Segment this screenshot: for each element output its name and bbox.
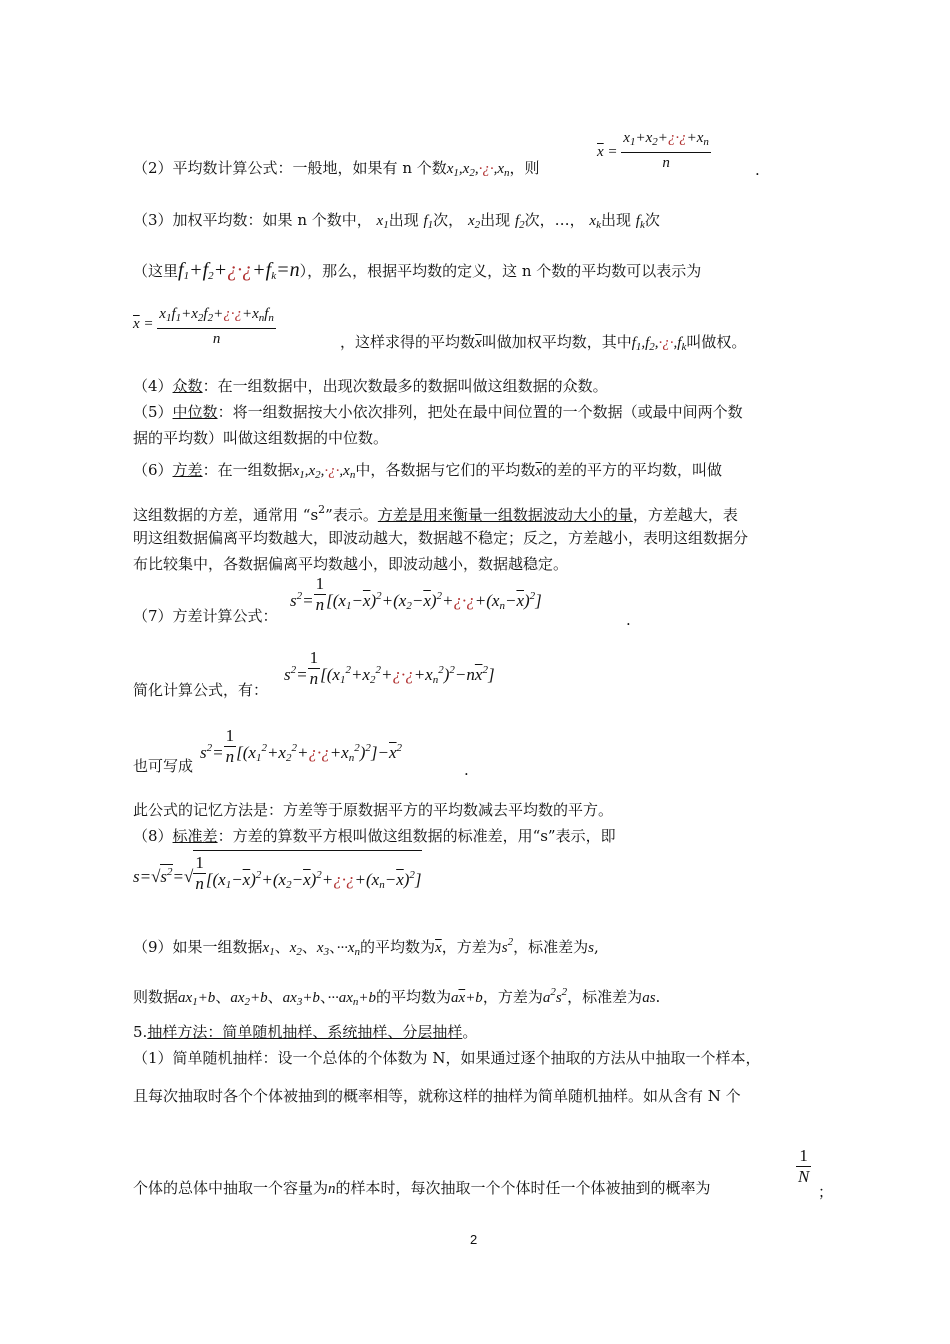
para-std: [133, 826, 616, 846]
weights-list: $f_1,f_2,\cdot¿\cdot,f_k$: [631, 335, 687, 353]
std-term: 标准差: [172, 827, 218, 845]
transform-axbar-b: $a\overline{x}+b$: [451, 990, 483, 1006]
transform-s: s: [588, 940, 594, 956]
variance-formula-end: .: [626, 611, 631, 629]
variance-formula: $s^2=$ $\frac{1}{n}$ $[(x_1-\overline{x})^2+(x_2-\overline{x})^2+¿\cdot¿+(x_n-\overline{x})^2]$: [290, 574, 542, 614]
also-formula: $s^2=$ $\frac{1}{n}$ $[(x_1^2+x_2^2+¿\cdot¿+x_n^2)^2]-\overline{x}^2$: [200, 726, 403, 766]
x2-symbol: $x_2$: [467, 213, 481, 231]
sampling-num: 5.: [133, 1023, 148, 1041]
variance-pre: ：在一组数据: [202, 461, 293, 479]
std-num: （8）: [133, 827, 173, 845]
para-median: [133, 402, 743, 422]
weighted-mean-tail: [340, 332, 746, 357]
here-open: （这里: [133, 262, 179, 280]
here-close: ），那么，根据平均数的定义，这 n 个数的平均数可以表示为: [299, 262, 702, 280]
transform-pre: （9）如果一组数据: [133, 938, 263, 956]
variance-line2a: 这组数据的方差，通常用 “: [133, 506, 311, 524]
times-text: 次，: [433, 211, 464, 229]
transform-x-seq: $x_1$、$x_2$、$x_3$、$\cdot\cdot\cdot x_n$: [262, 940, 361, 958]
mode-text: ：在一组数据中，出现次数最多的数据叫做这组数据的众数。: [202, 377, 608, 395]
para-variance: [133, 460, 722, 485]
weight-text: 叫做权。: [686, 333, 747, 351]
transform-a2s2: $a^2s^2$: [542, 986, 568, 1006]
para-mode: [133, 376, 608, 396]
variance-line4: 布比较集中，各数据偏离平均数越小，即波动越小，数据越稳定。: [133, 555, 569, 573]
transform-xbar: $\overline{x}$: [435, 940, 442, 956]
transform-end: .: [655, 988, 661, 1006]
median-line2: 据的平均数）叫做这组数据的中位数。: [133, 429, 389, 447]
transform-mean: 的平均数为: [360, 938, 436, 956]
weighted-mean-formula: $\overline{x}$ = $\frac{x_1f_1+x_2f_2+¿\cdot¿+x_nf_n}{n}$: [133, 306, 274, 347]
transform-then: 则数据: [133, 988, 179, 1006]
fk-symbol: $f_k$: [635, 213, 645, 231]
f2-symbol: $f_2$: [514, 213, 525, 231]
f1-symbol: $f_1$: [423, 213, 434, 231]
x1-symbol: $x_1$: [376, 213, 389, 231]
xbar-symbol: $\overline{x}$: [475, 335, 482, 351]
para-weighted-mean: [133, 210, 660, 235]
transform-std2: ，标准差为: [567, 988, 643, 1006]
also-formula-end: .: [464, 761, 469, 779]
std-text: ：方差的算数平方根叫做这组数据的标准差，用“s”表示，即: [217, 827, 616, 845]
variance-line2: 这组数据的方差，通常用 “$s^2$”表示。方差是用来衡量一组数据波动大小的量，方差越大，表: [133, 503, 738, 524]
mean-formula: $\overline{x}$ = $\frac{x_1+x_2+¿\cdot¿+x_n}{n}$: [597, 130, 709, 171]
weighted-intro: （3）加权平均数：如果 n 个数中，: [133, 211, 372, 229]
median-term: 中位数: [172, 403, 218, 421]
transform-s2: $s^2$: [501, 936, 514, 956]
para-mean-formula: [133, 158, 540, 183]
transform-ax-seq: $ax_1+b$、$ax_2+b$、$ax_3+b$、$\cdot\cdot\cdot ax_n+b$: [178, 990, 376, 1008]
srs-line3: [133, 1178, 711, 1199]
simplified-formula: $s^2=$ $\frac{1}{n}$ $[(x_1^2+x_2^2+¿\cdot¿+x_n^2)^2-n\overline{x}^2]$: [284, 648, 495, 688]
transform-var2: ，方差为: [482, 988, 543, 1006]
variance-xbar: $\overline{x}$: [535, 463, 543, 479]
appear-text-2: 出现: [480, 211, 511, 229]
para-transform-2: [133, 982, 660, 1012]
mode-num: （4）: [133, 377, 173, 395]
transform-std: ，标准差为: [513, 938, 589, 956]
xk-symbol: $x_k$: [589, 213, 601, 231]
also-label: 也可写成: [133, 757, 194, 775]
weighted-mid-text: ，这样求得的平均数: [340, 333, 476, 351]
transform-as: as: [642, 990, 656, 1006]
transform-mean2: 的平均数为: [376, 988, 452, 1006]
srs-line1: （1）简单随机抽样：设一个总体的个体数为 N，如果通过逐个抽取的方法从中抽取一个样本，: [133, 1049, 761, 1067]
median-num: （5）: [133, 403, 173, 421]
section-sampling: [133, 1022, 477, 1042]
variance-term: 方差: [172, 461, 203, 479]
sampling-term: 抽样方法：简单随机抽样、系统抽样、分层抽样: [147, 1023, 463, 1041]
srs-line3a: 个体的总体中抽取一个容量为: [133, 1179, 329, 1197]
mode-term: 众数: [172, 377, 203, 395]
variance-x-seq: $x_1,x_2,\cdot¿\cdot,x_n$: [292, 463, 356, 481]
variance-s: s: [310, 506, 319, 524]
variance-post: 的差的平方的平均数，叫做: [542, 461, 723, 479]
page-number: 2: [470, 1232, 478, 1247]
appear-text-3: 出现: [600, 211, 631, 229]
mean-intro-text: （2）平均数计算公式：一般地，如果有 n 个数: [133, 159, 447, 177]
para-weights-sum: [133, 260, 701, 286]
probability-fraction: $\frac{1}{N}$: [798, 1146, 810, 1186]
srs-line2: 且每次抽取时各个个体被抽到的概率相等，就称这样的抽样为简单随机抽样。如从含有 N 个: [133, 1087, 741, 1105]
variance-line3: 明这组数据偏离平均数越大，即波动越大，数据越不稳定；反之，方差越小，表明这组数据分: [133, 529, 749, 547]
then-text: ，则: [509, 159, 540, 177]
variance-num: （6）: [133, 461, 173, 479]
sampling-end: 。: [462, 1023, 478, 1041]
ellipsis-text: …，: [554, 211, 585, 229]
weights-sum-formula: $f_1+f_2+¿\cdot¿+f_k=n$: [178, 259, 300, 282]
variance-mid: 中，各数据与它们的平均数: [355, 461, 536, 479]
variance-definition-underlined: 方差是用来衡量一组数据波动大小的量: [377, 506, 633, 524]
median-line1: ：将一组数据按大小依次排列，把处在最中间位置的一个数据（或最中间两个数: [217, 403, 743, 421]
para-transform: （9）如果一组数据$x_1$、$x_2$、$x_3$、$\cdot\cdot\cdot x_n$的平均数为$\overline{x}$，方差为$s^2$，标准差为s,: [133, 936, 599, 958]
srs-line3b: 的样本时，每次抽取一个个体时任一个体被抽到的概率为: [335, 1179, 711, 1197]
simplified-label: 简化计算公式，有：: [133, 681, 269, 699]
n-symbol: n: [328, 1181, 336, 1197]
mean-formula-end: .: [755, 161, 760, 179]
memory-text: 此公式的记忆方法是：方差等于原数据平方的平均数减去平均数的平方。: [133, 801, 614, 819]
srs-line3-end: ；: [818, 1183, 834, 1201]
appear-text: 出现: [388, 211, 419, 229]
std-formula: $s=√s^2=√$ $\frac{1}{n}$ $[(x_1-\overline{x})^2+(x_2-\overline{x})^2+¿\cdot¿+(x_n-\overline{x})^2]$: [133, 850, 422, 894]
variance-formula-label: （7）方差计算公式：: [133, 607, 278, 625]
variance-line2b: ”表示。: [325, 506, 378, 524]
transform-var: ，方差为: [441, 938, 502, 956]
x-sequence: $x_1,x_2,\cdot¿\cdot,x_n$: [446, 161, 510, 179]
times-text-2: 次，: [524, 211, 555, 229]
variance-line2c: ，方差越大，表: [632, 506, 738, 524]
times-end-text: 次: [644, 211, 660, 229]
weighted-called-text: 叫做加权平均数，其中: [481, 333, 632, 351]
